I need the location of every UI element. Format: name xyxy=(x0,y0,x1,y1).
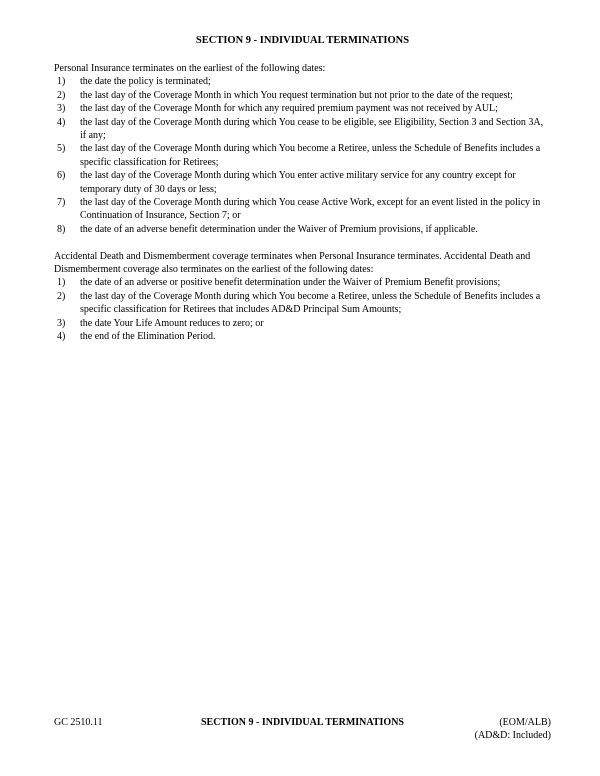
add-termination-list xyxy=(54,276,551,343)
list-item-text: the last day of the Coverage Month during which You become a Retiree, unless the Schedule of Benefits includes a specific classification for Retirees that includes AD&D Principal Sum Amounts; xyxy=(80,290,541,316)
list-item-text: the date the policy is terminated; xyxy=(80,76,211,88)
list-item xyxy=(54,317,551,330)
list-item-text: the end of the Elimination Period. xyxy=(80,331,216,343)
list-item xyxy=(54,116,551,143)
list-item xyxy=(54,223,551,236)
list-item-number: 3) xyxy=(57,103,66,115)
list-item xyxy=(54,89,551,102)
personal-insurance-termination-list xyxy=(54,75,551,236)
list-item-number: 4) xyxy=(57,116,66,128)
list-item xyxy=(54,102,551,115)
list-item-number: 2) xyxy=(57,89,66,101)
footer-code-line2: (AD&D: Included) xyxy=(474,730,551,742)
list-item-number: 2) xyxy=(57,290,66,302)
list-item-text: the last day of the Coverage Month during which You cease Active Work, except for an event listed in the policy in Continuation of Insurance, Section 7; or xyxy=(80,197,541,222)
list-item xyxy=(54,290,551,317)
list-item-number: 7) xyxy=(57,197,66,209)
document-content xyxy=(54,0,551,344)
list-item xyxy=(54,75,551,88)
list-item-number: 1) xyxy=(57,277,66,289)
list-item xyxy=(54,276,551,289)
list-item-text: the last day of the Coverage Month for which any required premium payment was not received by AUL; xyxy=(80,103,498,115)
footer-section-title: SECTION 9 - INDIVIDUAL TERMINATIONS xyxy=(200,717,404,728)
footer-form-number: GC 2510.11 xyxy=(54,717,103,728)
list-item xyxy=(54,196,551,223)
list-item-number: 4) xyxy=(57,331,66,343)
list-item xyxy=(54,330,551,343)
list-item-text: the last day of the Coverage Month during which You cease to be eligible, see Eligibility, Section 3 and Section 3A, if any; xyxy=(80,116,544,142)
add-coverage-intro: Accidental Death and Dismemberment coverage terminates when Personal Insurance terminates. Accidental Death and Dismemberment coverage also terminates on the earliest of the following dates: xyxy=(54,250,531,276)
list-item-number: 6) xyxy=(57,170,66,182)
list-item-text: the date of an adverse or positive benefit determination under the Waiver of Premium Benefit provisions; xyxy=(80,277,501,289)
list-item-text: the last day of the Coverage Month in which You request termination but not prior to the date of the request; xyxy=(80,89,513,101)
footer-code-block xyxy=(475,716,551,743)
list-item-text: the date Your Life Amount reduces to zero; or xyxy=(80,317,264,329)
section-title: SECTION 9 - INDIVIDUAL TERMINATIONS xyxy=(195,35,410,46)
list-item xyxy=(54,169,551,196)
list-item xyxy=(54,142,551,169)
list-item-text: the last day of the Coverage Month during which You enter active military service for any country except for temporary duty of 30 days or less; xyxy=(80,170,516,195)
page-footer xyxy=(54,716,551,743)
list-item-number: 1) xyxy=(57,76,66,88)
list-item-number: 3) xyxy=(57,317,66,329)
list-item-number: 8) xyxy=(57,223,66,235)
list-item-number: 5) xyxy=(57,143,66,155)
list-item-text: the last day of the Coverage Month during which You become a Retiree, unless the Schedule of Benefits includes a specific classification for Retirees; xyxy=(80,143,541,168)
footer-code-line1: (EOM/ALB) xyxy=(499,717,551,728)
personal-insurance-intro: Personal Insurance terminates on the earliest of the following dates: xyxy=(54,63,326,74)
list-item-text: the date of an adverse benefit determination under the Waiver of Premium provisions, if applicable. xyxy=(80,223,478,235)
